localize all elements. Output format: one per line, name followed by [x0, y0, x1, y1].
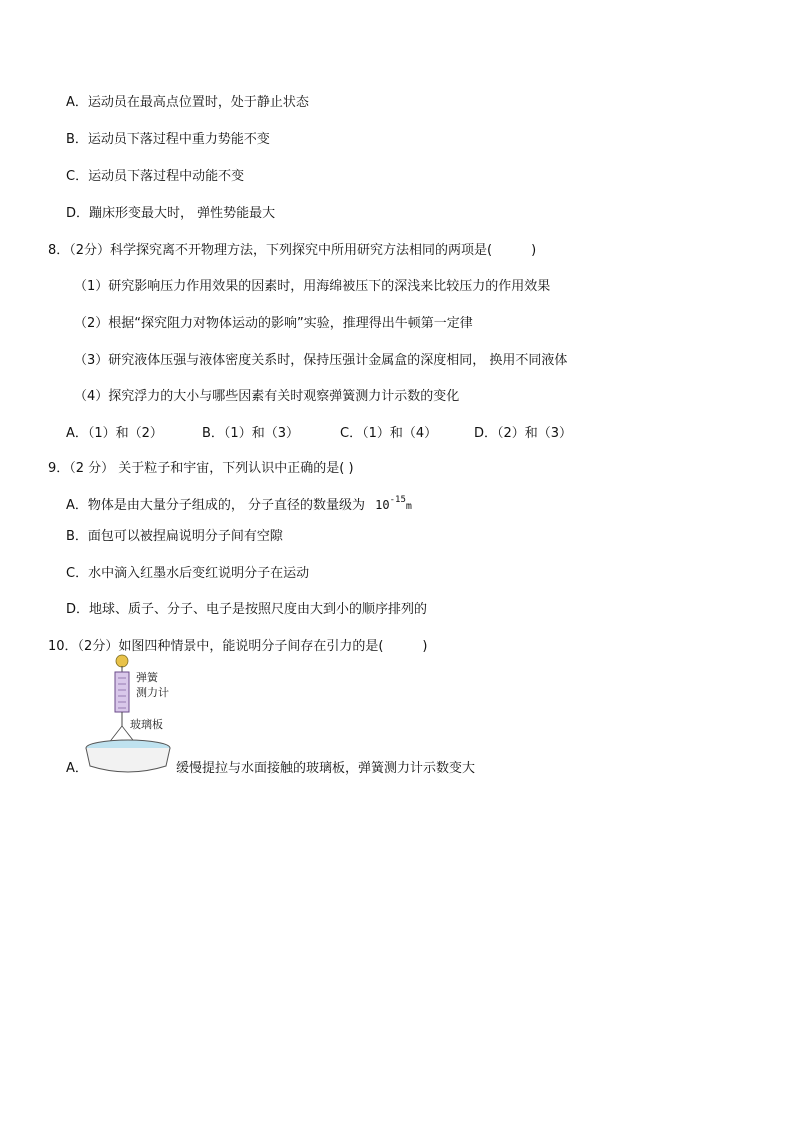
- q9-stem: 9．（2 分） 关于粒子和宇宙，下列认识中正确的是( ): [48, 461, 354, 476]
- q9-option-a-base: 10: [375, 498, 390, 512]
- label-spring: 弹簧: [136, 671, 158, 684]
- q8-option-c: C．（1）和（4）: [340, 426, 438, 441]
- q7-option-b: B．运动员下落过程中重力势能不变: [66, 132, 270, 147]
- q8-option-b: B．（1）和（3）: [202, 426, 299, 441]
- q8-item-2: （2）根据“探究阻力对物体运动的影响”实验，推理得出牛顿第一定律: [74, 316, 473, 331]
- q9-option-a: [66, 496, 412, 516]
- q10-stem: 10．（2分）如图四种情景中，能说明分子间存在引力的是( ): [48, 639, 428, 654]
- q10-option-a-text: 缓慢提拉与水面接触的玻璃板，弹簧测力计示数变大: [176, 761, 476, 776]
- q7-option-c: C．运动员下落过程中动能不变: [66, 169, 245, 184]
- hand-icon: [116, 655, 128, 667]
- q9-option-b: B．面包可以被捏扁说明分子间有空隙: [66, 529, 283, 544]
- q8-item-4: （4）探究浮力的大小与哪些因素有关时观察弹簧测力计示数的变化: [74, 389, 460, 404]
- q10-option-a-label: A．: [66, 761, 88, 776]
- q9-option-a-exponent: -15: [389, 495, 406, 505]
- q7-option-a: A．运动员在最高点位置时，处于静止状态: [66, 95, 309, 110]
- figure-drawing: [84, 654, 174, 778]
- spring-scale-glass-plate-figure: [84, 654, 174, 778]
- q9-option-a-text: A．物体是由大量分子组成的， 分子直径的数量级为: [66, 498, 366, 513]
- q8-item-3: （3）研究液体压强与液体密度关系时，保持压强计金属盒的深度相同， 换用不同液体: [74, 353, 568, 368]
- q9-option-c: C．水中滴入红墨水后变红说明分子在运动: [66, 566, 310, 581]
- q8-item-1: （1）研究影响压力作用效果的因素时，用海绵被压下的深浅来比较压力的作用效果: [74, 279, 551, 294]
- label-glass-plate: 玻璃板: [130, 718, 163, 731]
- basin: [86, 748, 170, 772]
- q7-option-d: D．蹦床形变最大时， 弹性势能最大: [66, 206, 276, 221]
- q9-option-d: D．地球、质子、分子、电子是按照尺度由大到小的顺序排列的: [66, 602, 428, 617]
- q8-option-d: D．（2）和（3）: [474, 426, 573, 441]
- q9-option-a-unit: m: [405, 501, 412, 512]
- q8-stem: 8．（2分）科学探究离不开物理方法，下列探究中所用研究方法相同的两项是( ): [48, 243, 537, 258]
- label-force-gauge: 测力计: [136, 686, 169, 699]
- q8-option-a: A．（1）和（2）: [66, 426, 163, 441]
